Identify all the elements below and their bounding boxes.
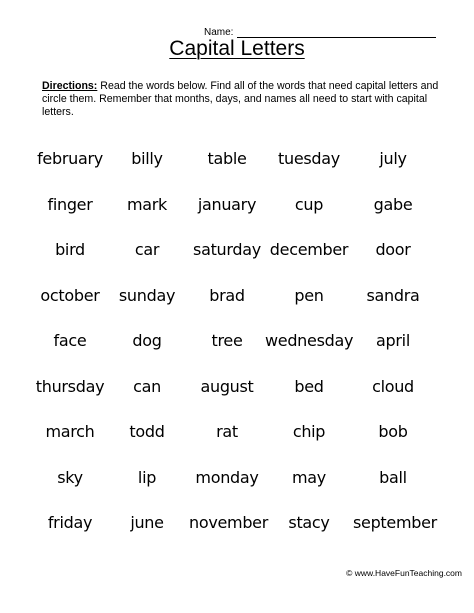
word: december: [269, 240, 349, 260]
word: sandra: [366, 285, 420, 305]
word: pen: [294, 285, 324, 305]
word: may: [292, 467, 326, 487]
word: todd: [129, 422, 165, 442]
word: february: [37, 149, 103, 169]
word: march: [45, 422, 95, 442]
word: monday: [195, 467, 259, 487]
word: brad: [209, 285, 245, 305]
word: bob: [378, 422, 408, 442]
word: tuesday: [278, 149, 340, 169]
word: dog: [132, 331, 162, 351]
word: cup: [294, 194, 324, 214]
word: august: [200, 376, 254, 396]
word: april: [376, 331, 410, 351]
word: ball: [379, 467, 407, 487]
word: car: [134, 240, 160, 260]
word: sky: [57, 467, 83, 487]
word: rat: [216, 422, 238, 442]
word: wednesday: [265, 331, 354, 351]
directions: [42, 80, 452, 119]
name-label: Name:: [204, 27, 234, 38]
word: january: [197, 194, 257, 214]
word: table: [207, 149, 247, 169]
word: sunday: [118, 285, 176, 305]
word: july: [379, 149, 407, 169]
word: june: [130, 513, 164, 533]
word: face: [53, 331, 87, 351]
word: finger: [47, 194, 93, 214]
word: bed: [294, 376, 324, 396]
word: lip: [137, 467, 157, 487]
word: door: [375, 240, 411, 260]
word: bird: [55, 240, 85, 260]
word: october: [40, 285, 100, 305]
word: saturday: [193, 240, 261, 260]
word-row: [0, 227, 474, 273]
word: billy: [131, 149, 163, 169]
word: chip: [292, 422, 326, 442]
word-row: [0, 500, 474, 546]
word: september: [353, 513, 437, 533]
word-row: [0, 364, 474, 410]
page-title: Capital Letters: [169, 37, 305, 60]
word: gabe: [373, 194, 413, 214]
word: tree: [211, 331, 243, 351]
word-row: [0, 318, 474, 364]
word-row: [0, 409, 474, 455]
directions-text: Read the words below. Find all of the words that need capital letters and circle them. Remember that months, days, and names all need to start with capital letters.: [42, 80, 439, 118]
word-row: [0, 182, 474, 228]
word: cloud: [372, 376, 414, 396]
word: friday: [47, 513, 93, 533]
word: mark: [126, 194, 168, 214]
word: stacy: [288, 513, 330, 533]
word: november: [189, 513, 269, 533]
word-grid: [0, 136, 474, 546]
word-row: [0, 273, 474, 319]
word: thursday: [35, 376, 105, 396]
directions-label: Directions:: [42, 80, 98, 92]
word: can: [133, 376, 161, 396]
word-row: [0, 455, 474, 501]
footer-copyright: © www.HaveFunTeaching.com: [346, 568, 462, 578]
word-row: [0, 136, 474, 182]
